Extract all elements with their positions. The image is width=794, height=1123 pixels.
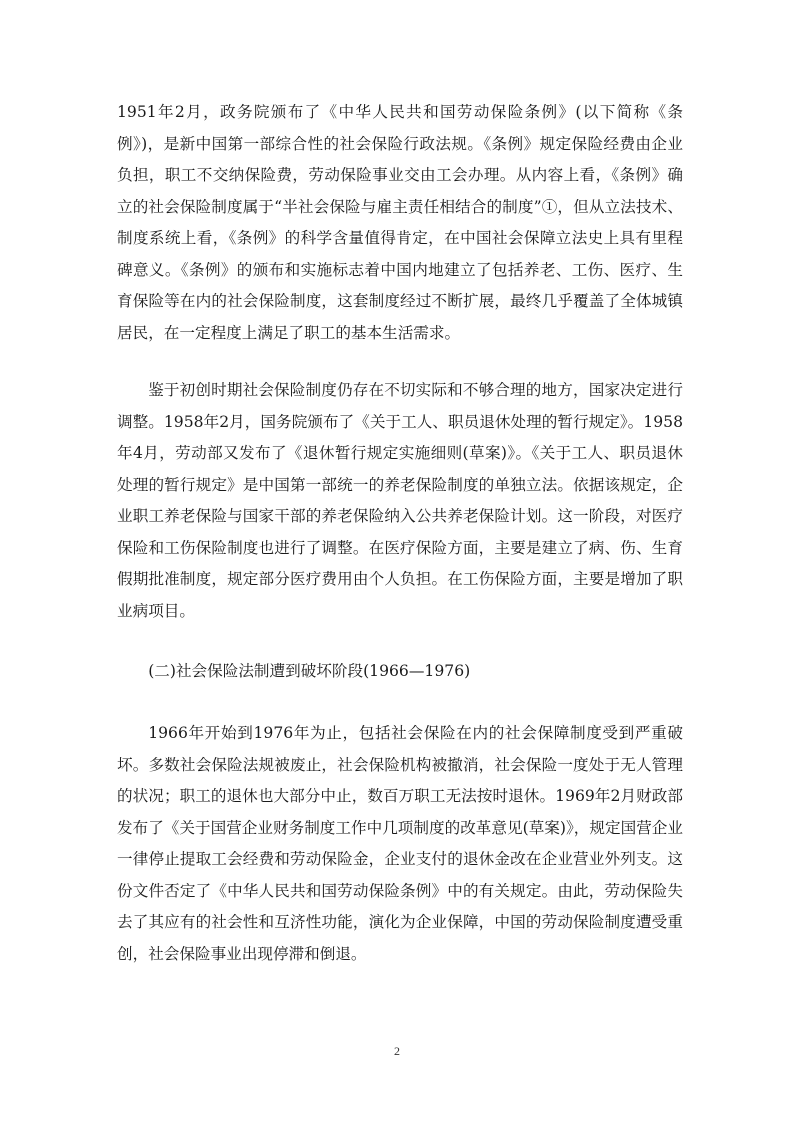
section-heading: (二)社会保险法制遭到破坏阶段(1966—1976) xyxy=(148,662,471,680)
paragraph-labor-insurance-regulations: 1951年2月，政务院颁布了《中华人民共和国劳动保险条例》(以下简称《条例》)，是新中国第一部综合性的社会保险行政法规。《条例》规定保险经费由企业负担，职工不交纳保险费，劳动保险事业交由工会办理。从内容上看，《条例》确立的社会保险制度属于“半社会保险与雇主责任相结合的制度”①，但从立法技术、制度系统上看，《条例》的科学含量值得肯定，在中国社会保障立法史上具有里程碑意义。《条例》的颁布和实施标志着中国内地建立了包括养老、工伤、医疗、生育保险等在内的社会保险制度，这套制度经过不断扩展，最终几乎覆盖了全体城镇居民，在一定程度上满足了职工的基本生活需求。 xyxy=(117,103,683,342)
paragraph-adjustment-period: 鉴于初创时期社会保险制度仍存在不切实际和不够合理的地方，国家决定进行调整。1958年2月，国务院颁布了《关于工人、职员退休处理的暂行规定》。1958年4月，劳动部又发布了《退休暂行规定实施细则(草案)》。《关于工人、职员退休处理的暂行规定》是中国第一部统一的养老保险制度的单独立法。依据该规定，企业职工养老保险与国家干部的养老保险纳入公共养老保险计划。这一阶段，对医疗保险和工伤保险制度也进行了调整。在医疗保险方面，主要是建立了病、伤、生育假期批准制度，规定部分医疗费用由个人负担。在工伤保险方面，主要是增加了职业病项目。 xyxy=(117,381,683,620)
paragraph-destruction-period: 1966年开始到1976年为止，包括社会保险在内的社会保障制度受到严重破坏。多数社会保险法规被废止，社会保险机构被撤消，社会保险一度处于无人管理的状况；职工的退休也大部分中止，数百万职工无法按时退休。1969年2月财政部发布了《关于国营企业财务制度工作中几项制度的改革意见(草案)》，规定国营企业一律停止提取工会经费和劳动保险金，企业支付的退休金改在企业营业外列支。这份文件否定了《中华人民共和国劳动保险条例》中的有关规定。由此，劳动保险失去了其应有的社会性和互济性功能，演化为企业保障，中国的劳动保险制度遭受重创，社会保险事业出现停滞和倒退。 xyxy=(117,724,683,963)
page-number: 2 xyxy=(394,1044,400,1058)
